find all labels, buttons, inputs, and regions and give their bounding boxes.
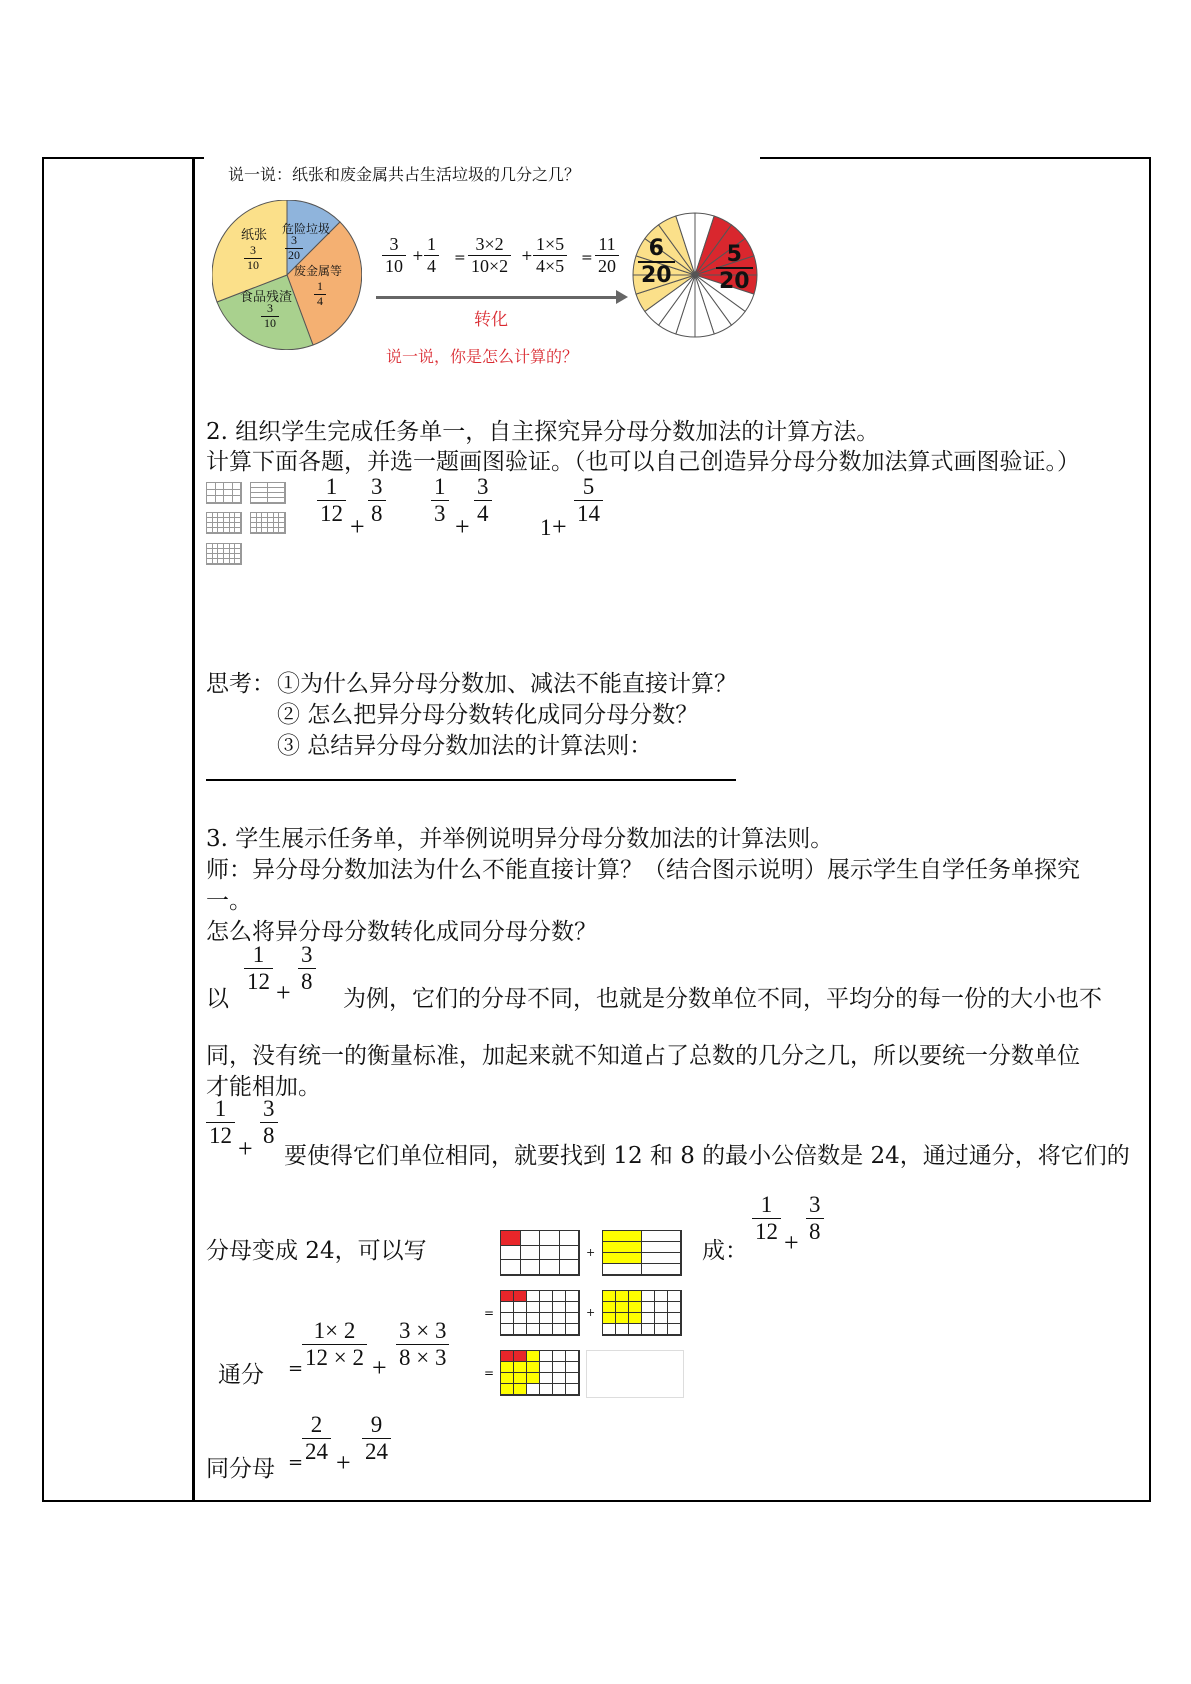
grid-cell bbox=[566, 1351, 579, 1362]
grid-cell bbox=[566, 1373, 579, 1384]
grid-cell bbox=[527, 1384, 540, 1395]
ref-grid-3 bbox=[206, 512, 242, 534]
grid-1-12 bbox=[500, 1230, 580, 1276]
grid-cell bbox=[233, 490, 242, 497]
grid-3-8 bbox=[602, 1230, 682, 1276]
grid-cell bbox=[655, 1291, 668, 1302]
section2-heading: 2. 组织学生完成任务单一，自主探究异分母分数加法的计算方法。 bbox=[206, 419, 880, 445]
tongfen-frac-b: 3 × 3 8 × 3 bbox=[396, 1318, 449, 1372]
grid-cell bbox=[553, 1362, 566, 1373]
same-frac-a: 2 24 bbox=[302, 1412, 331, 1466]
grid-cell bbox=[616, 1324, 629, 1335]
grid-cell bbox=[527, 1291, 540, 1302]
example-text: 为例，它们的分母不同，也就是分数单位不同，平均分的每一份的大小也不 bbox=[343, 986, 1102, 1012]
denominator-text: 分母变成 24，可以写 bbox=[206, 1238, 427, 1264]
table-col-divider bbox=[192, 157, 195, 1501]
grid-cell bbox=[540, 1384, 553, 1395]
grid-cell bbox=[527, 1362, 540, 1373]
grid-cell bbox=[540, 1373, 553, 1384]
grid-cell bbox=[642, 1324, 655, 1335]
grid-cell bbox=[668, 1324, 681, 1335]
grid-cell bbox=[501, 1324, 514, 1335]
grid-cell bbox=[501, 1231, 521, 1246]
grid-cell bbox=[540, 1291, 553, 1302]
pie-frac-metal: 1 4 bbox=[314, 280, 326, 309]
tongfen-label: 通分 bbox=[218, 1362, 264, 1388]
ref-grid-5 bbox=[206, 543, 242, 565]
grid-cell bbox=[642, 1253, 681, 1264]
grid-cell bbox=[233, 496, 242, 503]
grid-cell bbox=[642, 1291, 655, 1302]
grid-cell bbox=[540, 1302, 553, 1313]
cheng-label: 成： bbox=[702, 1238, 748, 1264]
pie-label-hazard: 危险垃圾 bbox=[282, 222, 331, 236]
grid-cell bbox=[216, 490, 225, 497]
grid-plus-1: + bbox=[586, 1246, 596, 1259]
grid-cell bbox=[603, 1264, 642, 1275]
grid-cell bbox=[629, 1324, 642, 1335]
lcm-plus: + bbox=[238, 1134, 253, 1163]
grid-cell bbox=[616, 1313, 629, 1324]
grid-cell bbox=[655, 1313, 668, 1324]
grid-cell bbox=[553, 1313, 566, 1324]
grid-cell bbox=[235, 528, 241, 533]
problem2-frac-b: 3 4 bbox=[474, 474, 492, 528]
grid-cell bbox=[668, 1313, 681, 1324]
grid-cell bbox=[603, 1291, 616, 1302]
ref-grid-1 bbox=[206, 482, 242, 504]
pie-frac-hazard: 3 20 bbox=[285, 234, 303, 263]
grid-cell bbox=[207, 496, 216, 503]
example-line-2: 同，没有统一的衡量标准，加起来就不知道占了总数的几分之几，所以要统一分数单位 bbox=[206, 1043, 1080, 1069]
table-right-border bbox=[1149, 157, 1151, 1501]
table-left-border bbox=[42, 157, 44, 1501]
grid-cell bbox=[501, 1246, 521, 1261]
circle-frac-6-20: 6 20 bbox=[638, 236, 675, 289]
grid-cell bbox=[514, 1384, 527, 1395]
think-item-1: ①为什么异分母分数加、减法不能直接计算？ bbox=[277, 671, 737, 697]
grid-cell bbox=[629, 1302, 642, 1313]
tongfen-frac-a: 1× 2 12 × 2 bbox=[302, 1318, 367, 1372]
pie-frac-food: 3 10 bbox=[261, 302, 279, 331]
grid-cell bbox=[527, 1373, 540, 1384]
grid-cell bbox=[540, 1246, 560, 1261]
cheng-plus: + bbox=[784, 1228, 799, 1257]
grid-cell bbox=[224, 490, 233, 497]
grid-cell bbox=[560, 1260, 580, 1275]
grid-cell bbox=[235, 559, 241, 564]
problem1-frac-a: 1 12 bbox=[317, 474, 346, 528]
grid-cell bbox=[540, 1324, 553, 1335]
grid-cell bbox=[207, 483, 216, 490]
pie-label-metal: 废金属等 bbox=[294, 264, 343, 278]
example-line-3: 才能相加。 bbox=[206, 1074, 321, 1100]
grid-cell bbox=[642, 1302, 655, 1313]
grid-cell bbox=[566, 1324, 579, 1335]
grid-cell bbox=[553, 1384, 566, 1395]
grid-empty-box bbox=[586, 1350, 684, 1398]
grid-cell bbox=[566, 1302, 579, 1313]
grid-cell bbox=[603, 1324, 616, 1335]
grid-cell bbox=[521, 1246, 541, 1261]
grid-cell bbox=[642, 1313, 655, 1324]
grid-cell bbox=[668, 1302, 681, 1313]
grid-cell bbox=[560, 1246, 580, 1261]
grid-cell bbox=[553, 1373, 566, 1384]
grid-cell bbox=[501, 1260, 521, 1275]
conversion-arrow-shaft bbox=[376, 296, 618, 299]
circle-frac-5-20: 5 20 bbox=[716, 242, 753, 295]
eq-frac-1-4: 1 4 bbox=[424, 234, 439, 276]
eq-equals-1: = bbox=[454, 250, 466, 266]
teacher-line-1: 师：异分母分数加法为什么不能直接计算？（结合图示说明）展示学生自学任务单探究 bbox=[206, 857, 1080, 883]
grid-cell bbox=[540, 1362, 553, 1373]
grid-cell bbox=[560, 1231, 580, 1246]
problem3-frac-b: 5 14 bbox=[574, 474, 603, 528]
grid-cell bbox=[603, 1302, 616, 1313]
ref-grid-4 bbox=[250, 512, 286, 534]
grid-cell bbox=[514, 1373, 527, 1384]
grid-cell bbox=[224, 496, 233, 503]
grid-cell bbox=[514, 1324, 527, 1335]
grid-cell bbox=[501, 1351, 514, 1362]
grid-cell bbox=[566, 1362, 579, 1373]
grid-cell bbox=[629, 1313, 642, 1324]
problem3-plus: + bbox=[552, 512, 567, 541]
example-frac-a: 1 12 bbox=[244, 942, 273, 996]
problem2-frac-a: 1 3 bbox=[431, 474, 449, 528]
grid-cell bbox=[553, 1291, 566, 1302]
grid-cell bbox=[553, 1324, 566, 1335]
pie-label-food: 食品残渣 bbox=[240, 290, 293, 305]
calculation-prompt: 说一说，你是怎么计算的？ bbox=[386, 347, 579, 366]
problem3-whole: 1 bbox=[540, 515, 552, 540]
grid-cell bbox=[527, 1313, 540, 1324]
grid-cell bbox=[216, 496, 225, 503]
grid-cell bbox=[514, 1313, 527, 1324]
eq-plus-2: + bbox=[521, 248, 533, 264]
grid-cell bbox=[566, 1291, 579, 1302]
table-top-right bbox=[760, 157, 1150, 159]
grid-cell bbox=[501, 1313, 514, 1324]
grid-cell bbox=[233, 483, 242, 490]
grid-cell bbox=[655, 1302, 668, 1313]
lcm-text: 要使得它们单位相同，就要找到 12 和 8 的最小公倍数是 24，通过通分，将它们的 bbox=[284, 1143, 1130, 1169]
grid-cell bbox=[642, 1231, 681, 1242]
pie-frac-paper: 3 10 bbox=[244, 244, 262, 273]
grid-cell bbox=[207, 490, 216, 497]
grid-cell bbox=[540, 1313, 553, 1324]
grid-cell bbox=[642, 1264, 681, 1275]
grid-cell bbox=[553, 1302, 566, 1313]
table-top-left bbox=[42, 157, 204, 159]
grid-plus-2: + bbox=[586, 1306, 596, 1319]
eq-frac-3-10: 3 10 bbox=[382, 234, 406, 276]
grid-cell bbox=[268, 498, 285, 503]
conversion-arrow-head bbox=[616, 290, 628, 304]
lcm-frac-a: 1 12 bbox=[206, 1096, 235, 1150]
grid-cell bbox=[540, 1351, 553, 1362]
grid-cell bbox=[527, 1324, 540, 1335]
grid-cell bbox=[514, 1302, 527, 1313]
grid-cell bbox=[603, 1253, 642, 1264]
eq-equals-2: = bbox=[581, 250, 593, 266]
eq-frac-11-20: 11 20 bbox=[595, 234, 619, 276]
grid-cell bbox=[668, 1291, 681, 1302]
grid-cell bbox=[616, 1291, 629, 1302]
grid-cell bbox=[553, 1351, 566, 1362]
example-prefix: 以 bbox=[206, 986, 229, 1012]
grid-11-24 bbox=[500, 1350, 580, 1396]
grid-equals-2: = bbox=[484, 1366, 495, 1380]
grid-cell bbox=[224, 483, 233, 490]
grid-9-24 bbox=[602, 1290, 682, 1336]
grid-cell bbox=[527, 1351, 540, 1362]
same-denominator-label: 同分母 bbox=[206, 1456, 275, 1482]
answer-underline[interactable] bbox=[206, 779, 736, 781]
grid-cell bbox=[540, 1231, 560, 1246]
grid-cell bbox=[603, 1313, 616, 1324]
grid-cell bbox=[521, 1260, 541, 1275]
think-item-3: ③ 总结异分母分数加法的计算法则： bbox=[277, 733, 653, 759]
grid-cell bbox=[566, 1384, 579, 1395]
grid-cell bbox=[501, 1384, 514, 1395]
problem2-plus: + bbox=[455, 512, 470, 541]
conversion-label: 转化 bbox=[474, 310, 508, 330]
grid-cell bbox=[514, 1291, 527, 1302]
grid-cell bbox=[616, 1302, 629, 1313]
problem1-plus: + bbox=[350, 512, 365, 541]
grid-cell bbox=[501, 1362, 514, 1373]
grid-cell bbox=[566, 1313, 579, 1324]
grid-cell bbox=[540, 1260, 560, 1275]
teacher-line-2: 一。 bbox=[206, 888, 252, 914]
problem1-frac-b: 3 8 bbox=[368, 474, 386, 528]
pie-label-paper: 纸张 bbox=[241, 228, 268, 243]
same-plus: + bbox=[336, 1448, 351, 1477]
same-equals: = bbox=[288, 1452, 304, 1473]
lcm-frac-b: 3 8 bbox=[260, 1096, 278, 1150]
eq-frac-3x2-10x2: 3×2 10×2 bbox=[468, 234, 511, 276]
grid-cell bbox=[527, 1302, 540, 1313]
grid-cell bbox=[514, 1351, 527, 1362]
grid-cell bbox=[251, 498, 268, 503]
grid-cell bbox=[642, 1242, 681, 1253]
same-frac-b: 9 24 bbox=[362, 1412, 391, 1466]
grid-cell bbox=[629, 1291, 642, 1302]
ref-grid-2 bbox=[250, 482, 286, 504]
section3-heading: 3. 学生展示任务单，并举例说明异分母分数加法的计算法则。 bbox=[206, 826, 834, 852]
example-plus: + bbox=[276, 978, 291, 1007]
eq-plus-1: + bbox=[412, 248, 424, 264]
grid-cell bbox=[603, 1231, 642, 1242]
grid-cell bbox=[655, 1324, 668, 1335]
section2-instruction: 计算下面各题，并选一题画图验证。（也可以自己创造异分母分数加法算式画图验证。） bbox=[206, 449, 1080, 475]
table-bottom-border bbox=[42, 1500, 1151, 1502]
example-frac-b: 3 8 bbox=[298, 942, 316, 996]
grid-cell bbox=[521, 1231, 541, 1246]
grid-equals-1: = bbox=[484, 1306, 495, 1320]
grid-cell bbox=[603, 1242, 642, 1253]
eq-frac-1x5-4x5: 1×5 4×5 bbox=[533, 234, 567, 276]
conversion-question: 怎么将异分母分数转化成同分母分数？ bbox=[206, 919, 597, 945]
tongfen-equals: = bbox=[288, 1358, 304, 1379]
think-label: 思考： bbox=[206, 671, 275, 697]
tongfen-plus: + bbox=[372, 1353, 387, 1382]
grid-cell bbox=[216, 483, 225, 490]
grid-2-24 bbox=[500, 1290, 580, 1336]
grid-cell bbox=[501, 1302, 514, 1313]
grid-cell bbox=[514, 1362, 527, 1373]
cheng-frac-b: 3 8 bbox=[806, 1192, 824, 1246]
grid-cell bbox=[501, 1291, 514, 1302]
garbage-question: 说一说：纸张和废金属共占生活垃圾的几分之几？ bbox=[228, 165, 581, 184]
grid-cell bbox=[279, 528, 285, 533]
think-item-2: ② 怎么把异分母分数转化成同分母分数？ bbox=[277, 702, 699, 728]
grid-cell bbox=[501, 1373, 514, 1384]
cheng-frac-a: 1 12 bbox=[752, 1192, 781, 1246]
